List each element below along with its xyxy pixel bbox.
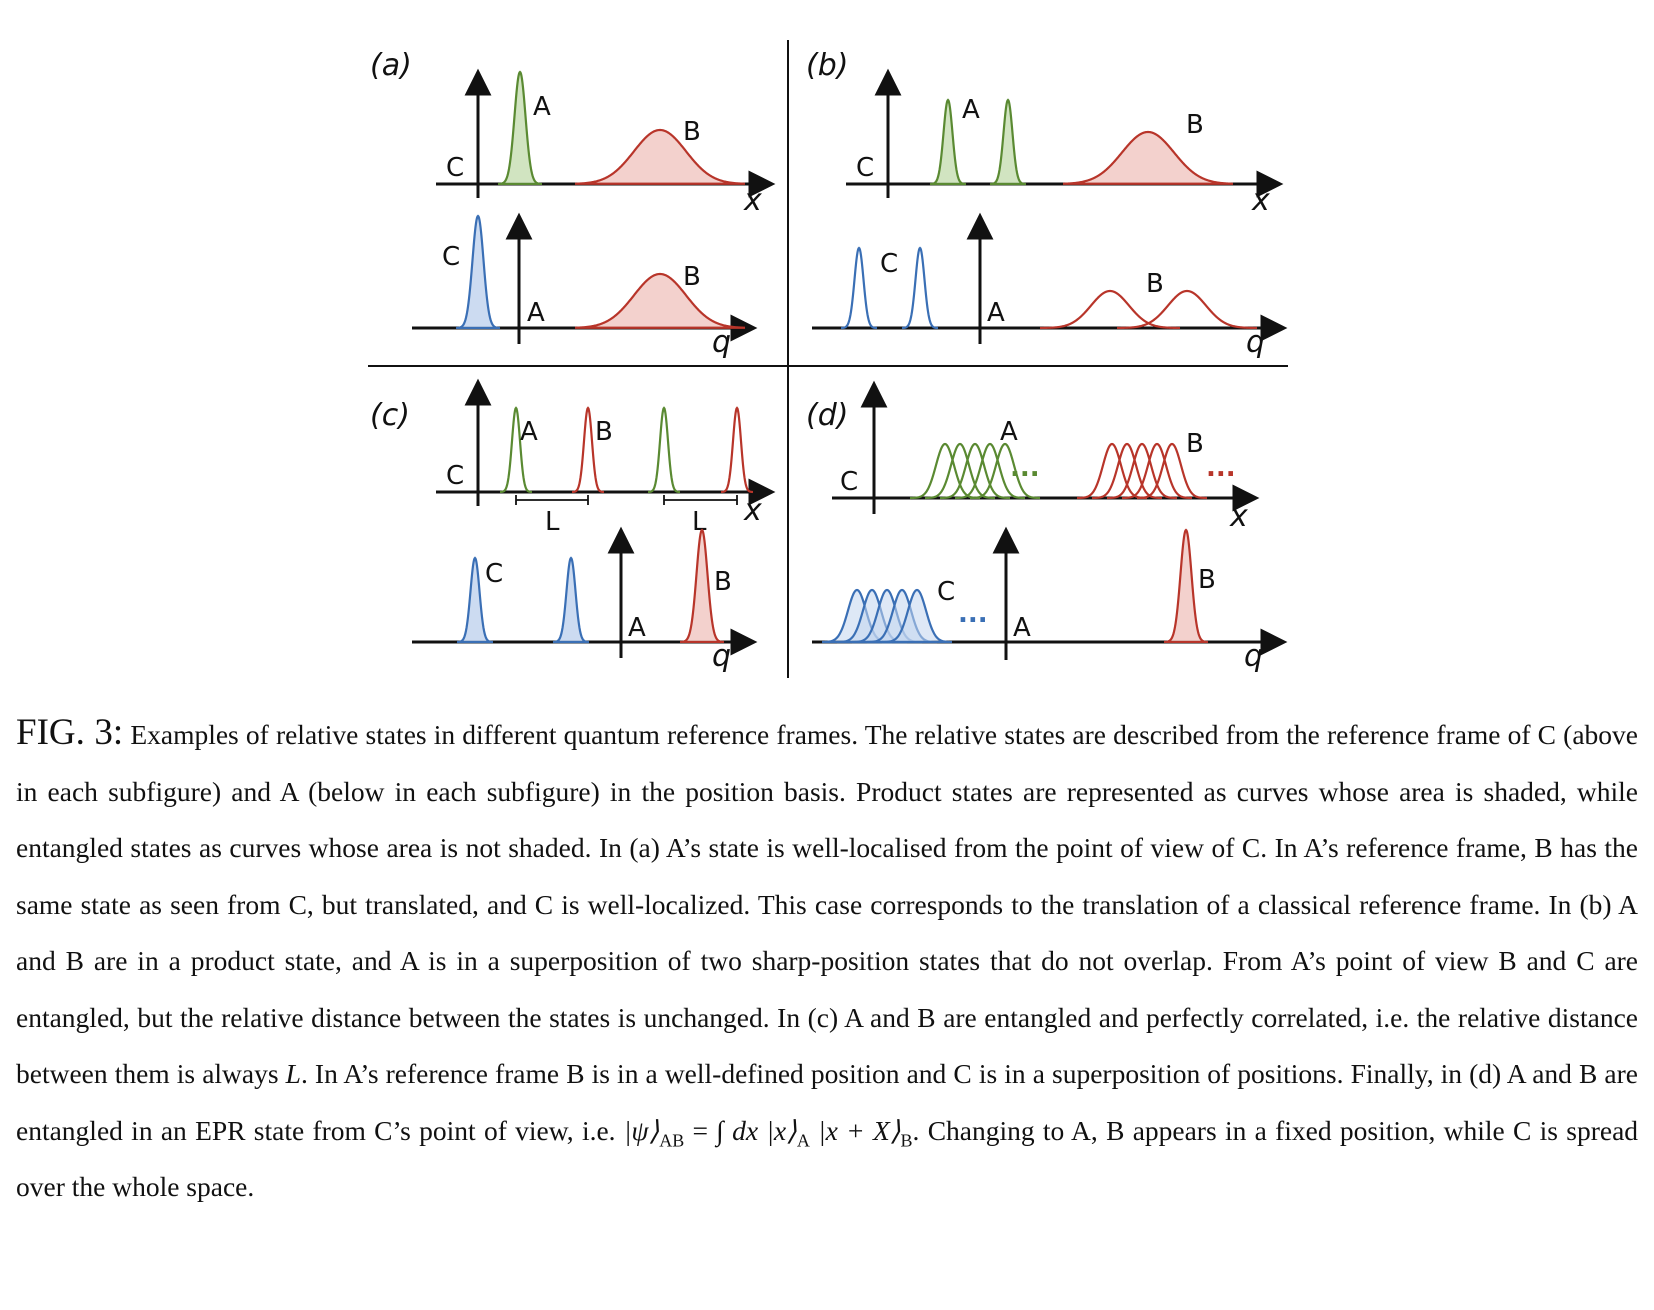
panel-d-bottom-frame-label: A: [1013, 613, 1031, 643]
panel-a: [412, 72, 770, 360]
panel-b-top-axis-label: x: [1252, 183, 1270, 218]
panel-label-a: (a): [370, 48, 412, 83]
panel-a-bottom-axis-label: q: [712, 325, 732, 360]
panel-b-bottom-label-b: B: [1146, 269, 1164, 299]
panel-d-top-label-b: B: [1186, 429, 1204, 459]
panel-a-top-curve-b: [575, 130, 745, 184]
panel-b-bottom-curve-c1: [841, 248, 877, 328]
panel-a-top-axis-label: x: [744, 183, 762, 218]
panel-b-bottom-curve-b2: [1117, 291, 1257, 328]
panel-b-top-curve-a2: [990, 100, 1026, 184]
caption-line-8-tail: . In A’s reference frame B is in a well-defined position and: [300, 1058, 947, 1089]
panel-b-top-frame-label: C: [856, 153, 875, 183]
panel-d: [812, 386, 1282, 674]
panel-c-top-label-b: B: [595, 417, 613, 447]
panel-b: [812, 74, 1282, 360]
panel-c-distance-bar-1: [516, 495, 588, 505]
panel-c-bottom-curve-c2: [553, 558, 589, 642]
panel-d-top-axis-label: x: [1230, 499, 1248, 534]
panel-d-top-ellipsis-a: ...: [1010, 453, 1040, 483]
panel-a-bottom-curve-c: [456, 216, 500, 328]
panel-c-distance-label-2: L: [692, 507, 707, 537]
panel-c: [412, 384, 770, 674]
panel-a-top-curve-a: [498, 72, 542, 184]
caption-line-8: correlated, i.e. the relative distance between them is always: [16, 1001, 1638, 1089]
panel-c-top-curve-b2: [721, 408, 753, 492]
caption-distance-variable: L: [285, 1058, 301, 1089]
caption-line-9: C is in a superposition of positions. Finally, in (d) A and B are entangled in an EPR state from C’s point of view, i.e.: [16, 1058, 1639, 1146]
panel-c-distance-label-1: L: [545, 507, 560, 537]
panel-a-bottom-curve-b: [575, 274, 745, 328]
panel-d-top-label-a: A: [1000, 417, 1018, 447]
panel-c-bottom-frame-label: A: [628, 613, 646, 643]
panel-a-bottom-label-c: C: [442, 242, 461, 272]
panel-a-top-label-a: A: [533, 92, 551, 122]
panel-a-top-label-b: B: [683, 117, 701, 147]
caption-line-5: and C is well-localized. This case corresponds to the translation of a classical reference frame. In (b) A and B are in a: [16, 888, 1639, 976]
panel-d-top-frame-label: C: [840, 467, 859, 497]
panel-b-top-label-b: B: [1186, 110, 1204, 140]
panel-b-bottom-curve-c2: [902, 248, 938, 328]
panel-c-bottom-label-b: B: [714, 567, 732, 597]
figure-caption: [16, 705, 1638, 1216]
caption-line-2: reference frame of C (above in each subfigure) and A (below in each subfigure) in the position basis. Product states are: [16, 719, 1638, 807]
panel-c-top-frame-label: C: [446, 461, 465, 491]
panel-c-top-label-a: A: [520, 417, 538, 447]
caption-label: FIG. 3:: [16, 712, 124, 753]
panel-b-bottom-frame-label: A: [987, 298, 1005, 328]
panel-b-top-label-a: A: [962, 95, 980, 125]
panel-label-b: (b): [806, 48, 849, 83]
panel-a-top-frame-label: C: [446, 153, 465, 183]
panel-d-top-ellipsis-b: ...: [1206, 453, 1236, 483]
panel-d-bottom-ellipsis-c: ...: [958, 599, 988, 629]
panel-c-bottom-axis-label: q: [712, 639, 732, 674]
caption-line-3: represented as curves whose area is shaded, while entangled states as curves whose area is not shaded. In (a) A’s state is: [16, 775, 1639, 863]
caption-line-1: Examples of relative states in different quantum reference frames. The relative states are described from the: [130, 719, 1320, 750]
panel-a-bottom-label-b: B: [683, 262, 701, 292]
panel-b-top-curve-b: [1063, 132, 1233, 184]
panel-a-bottom-frame-label: A: [527, 298, 545, 328]
panel-b-bottom-axis-label: q: [1246, 325, 1266, 360]
panel-c-distance-bar-2: [664, 495, 737, 505]
panel-b-top-curve-a1: [930, 100, 966, 184]
panel-c-bottom-label-c: C: [485, 559, 504, 589]
panel-d-bottom-label-c: C: [937, 577, 956, 607]
panel-d-bottom-axis-label: q: [1244, 639, 1264, 674]
caption-line-4: well-localised from the point of view of C. In A’s reference frame, B has the same state as seen from C, but translated,: [16, 832, 1639, 920]
panel-d-bottom-family-c: [822, 590, 952, 642]
caption-line-6: product state, and A is in a superposition of two sharp-position states that do not overlap. From A’s point of view B and: [190, 945, 1567, 976]
caption-line-10-tail: . Changing to A, B appears in a fixed position, while C is spread over the whole space.: [16, 1114, 1639, 1202]
panel-b-bottom-label-c: C: [880, 249, 899, 279]
panel-label-d: (d): [806, 398, 849, 433]
panel-d-bottom-label-b: B: [1198, 565, 1216, 595]
panel-c-top-curve-a2: [648, 408, 680, 492]
panel-c-top-axis-label: x: [744, 493, 762, 528]
panel-label-c: (c): [370, 398, 410, 433]
caption-equation: $|\psi⟩_{AB}$ = ∫ dx $|x⟩_A$ $|x + X⟩_B$: [623, 1114, 913, 1150]
caption-line-7: C are entangled, but the relative distance between the states is unchanged. In (c) A and B are entangled and perfectly: [16, 945, 1639, 1033]
